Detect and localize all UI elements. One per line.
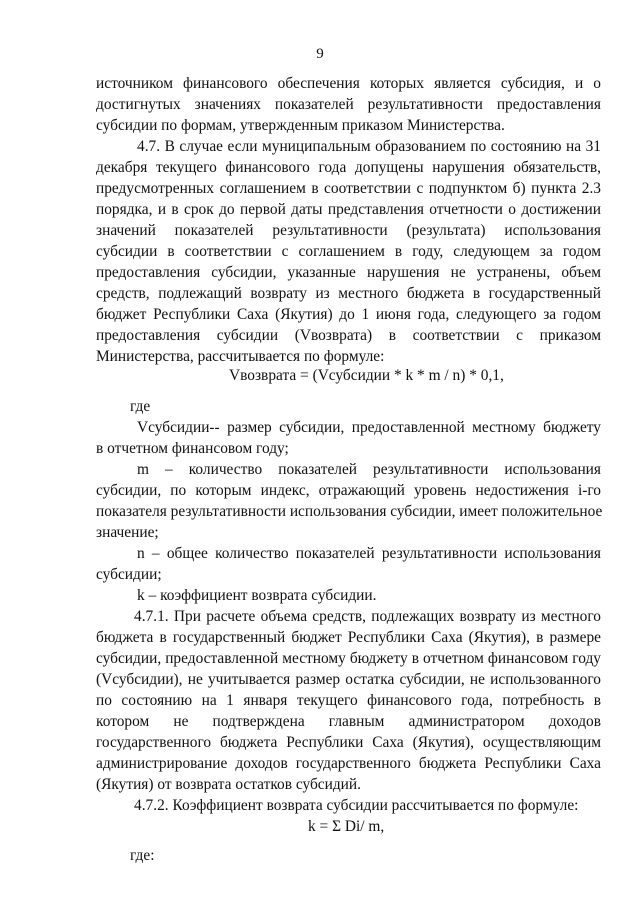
- definition-line: значение;: [96, 524, 159, 541]
- text-line: (Якутия) от возврата остатков субсидий.: [96, 776, 362, 793]
- text-line: предусмотренных соглашением в соответствии с подпунктом б) пункта 2.3: [96, 180, 601, 197]
- definition-line: показателя результативности использования субсидии, имеет положительное: [96, 503, 603, 520]
- formula-return-volume: Vвозврата = (Vсубсидии * k * m / n) * 0,1,: [229, 367, 504, 384]
- text-line: средств, подлежащий возврату из местного бюджета в государственный: [96, 285, 601, 302]
- text-line: декабря текущего финансового года допущены нарушения обязательств,: [96, 159, 601, 176]
- text-line: предоставления субсидии, указанные нарушения не устранены, объем: [96, 264, 601, 281]
- text-line: бюджет Республики Саха (Якутия) до 1 июня года, следующего за годом: [96, 306, 601, 323]
- text-line: субсидии в соответствии с соглашением в году, следующем за годом: [96, 243, 601, 260]
- text-line: бюджета в государственный бюджет Республики Саха (Якутия), в размере: [96, 629, 601, 646]
- text-line: субсидии, предоставленной местному бюджету в отчетном финансовом году: [96, 650, 601, 667]
- definition-line: m – количество показателей результативности использования: [137, 461, 601, 478]
- text-line: источником финансового обеспечения которых является субсидия, и о: [96, 75, 601, 92]
- definition-line: субсидии;: [96, 566, 162, 583]
- definition-line: k – коэффициент возврата субсидии.: [137, 587, 377, 604]
- text-line: 4.7. В случае если муниципальным образованием по состоянию на 31: [137, 138, 601, 155]
- text-line: субсидии по формам, утвержденным приказом Министерства.: [96, 117, 505, 134]
- where-label: где: [130, 398, 151, 415]
- text-line: (Vсубсидии), не учитывается размер остатка субсидии, не использованного: [96, 671, 601, 688]
- text-line: 4.7.1. При расчете объема средств, подлежащих возврату из местного: [134, 608, 601, 625]
- definition-line: n – общее количество показателей результативности использования: [137, 545, 601, 562]
- text-line: Министерства, рассчитывается по формуле:: [96, 348, 385, 365]
- text-line: достигнутых значениях показателей результативности предоставления: [96, 96, 601, 113]
- where-label: где:: [130, 847, 155, 864]
- text-line: предоставления субсидии (Vвозврата) в соответствии с приказом: [96, 327, 601, 344]
- text-line: 4.7.2. Коэффициент возврата субсидии рассчитывается по формуле:: [134, 797, 579, 814]
- definition-line: Vсубсидии-- размер субсидии, предоставленной местному бюджету: [137, 419, 601, 436]
- definition-line: в отчетном финансовом году;: [96, 440, 289, 457]
- text-line: порядка, и в срок до первой даты представления отчетности о достижении: [96, 201, 601, 218]
- text-line: государственного бюджета Республики Саха (Якутия), осуществляющим: [96, 734, 601, 751]
- text-line: администрирование доходов государственного бюджета Республики Саха: [96, 755, 601, 772]
- text-line: котором не подтверждена главным администратором доходов: [96, 713, 601, 730]
- page-number: 9: [316, 46, 324, 62]
- definition-line: субсидии, по которым индекс, отражающий уровень недостижения i-го: [96, 482, 601, 499]
- formula-return-coefficient: k = Σ Di/ m,: [308, 818, 385, 835]
- text-line: значений показателей результативности (результата) использования: [96, 222, 601, 239]
- text-line: по состоянию на 1 января текущего финансового года, потребность в: [96, 692, 601, 709]
